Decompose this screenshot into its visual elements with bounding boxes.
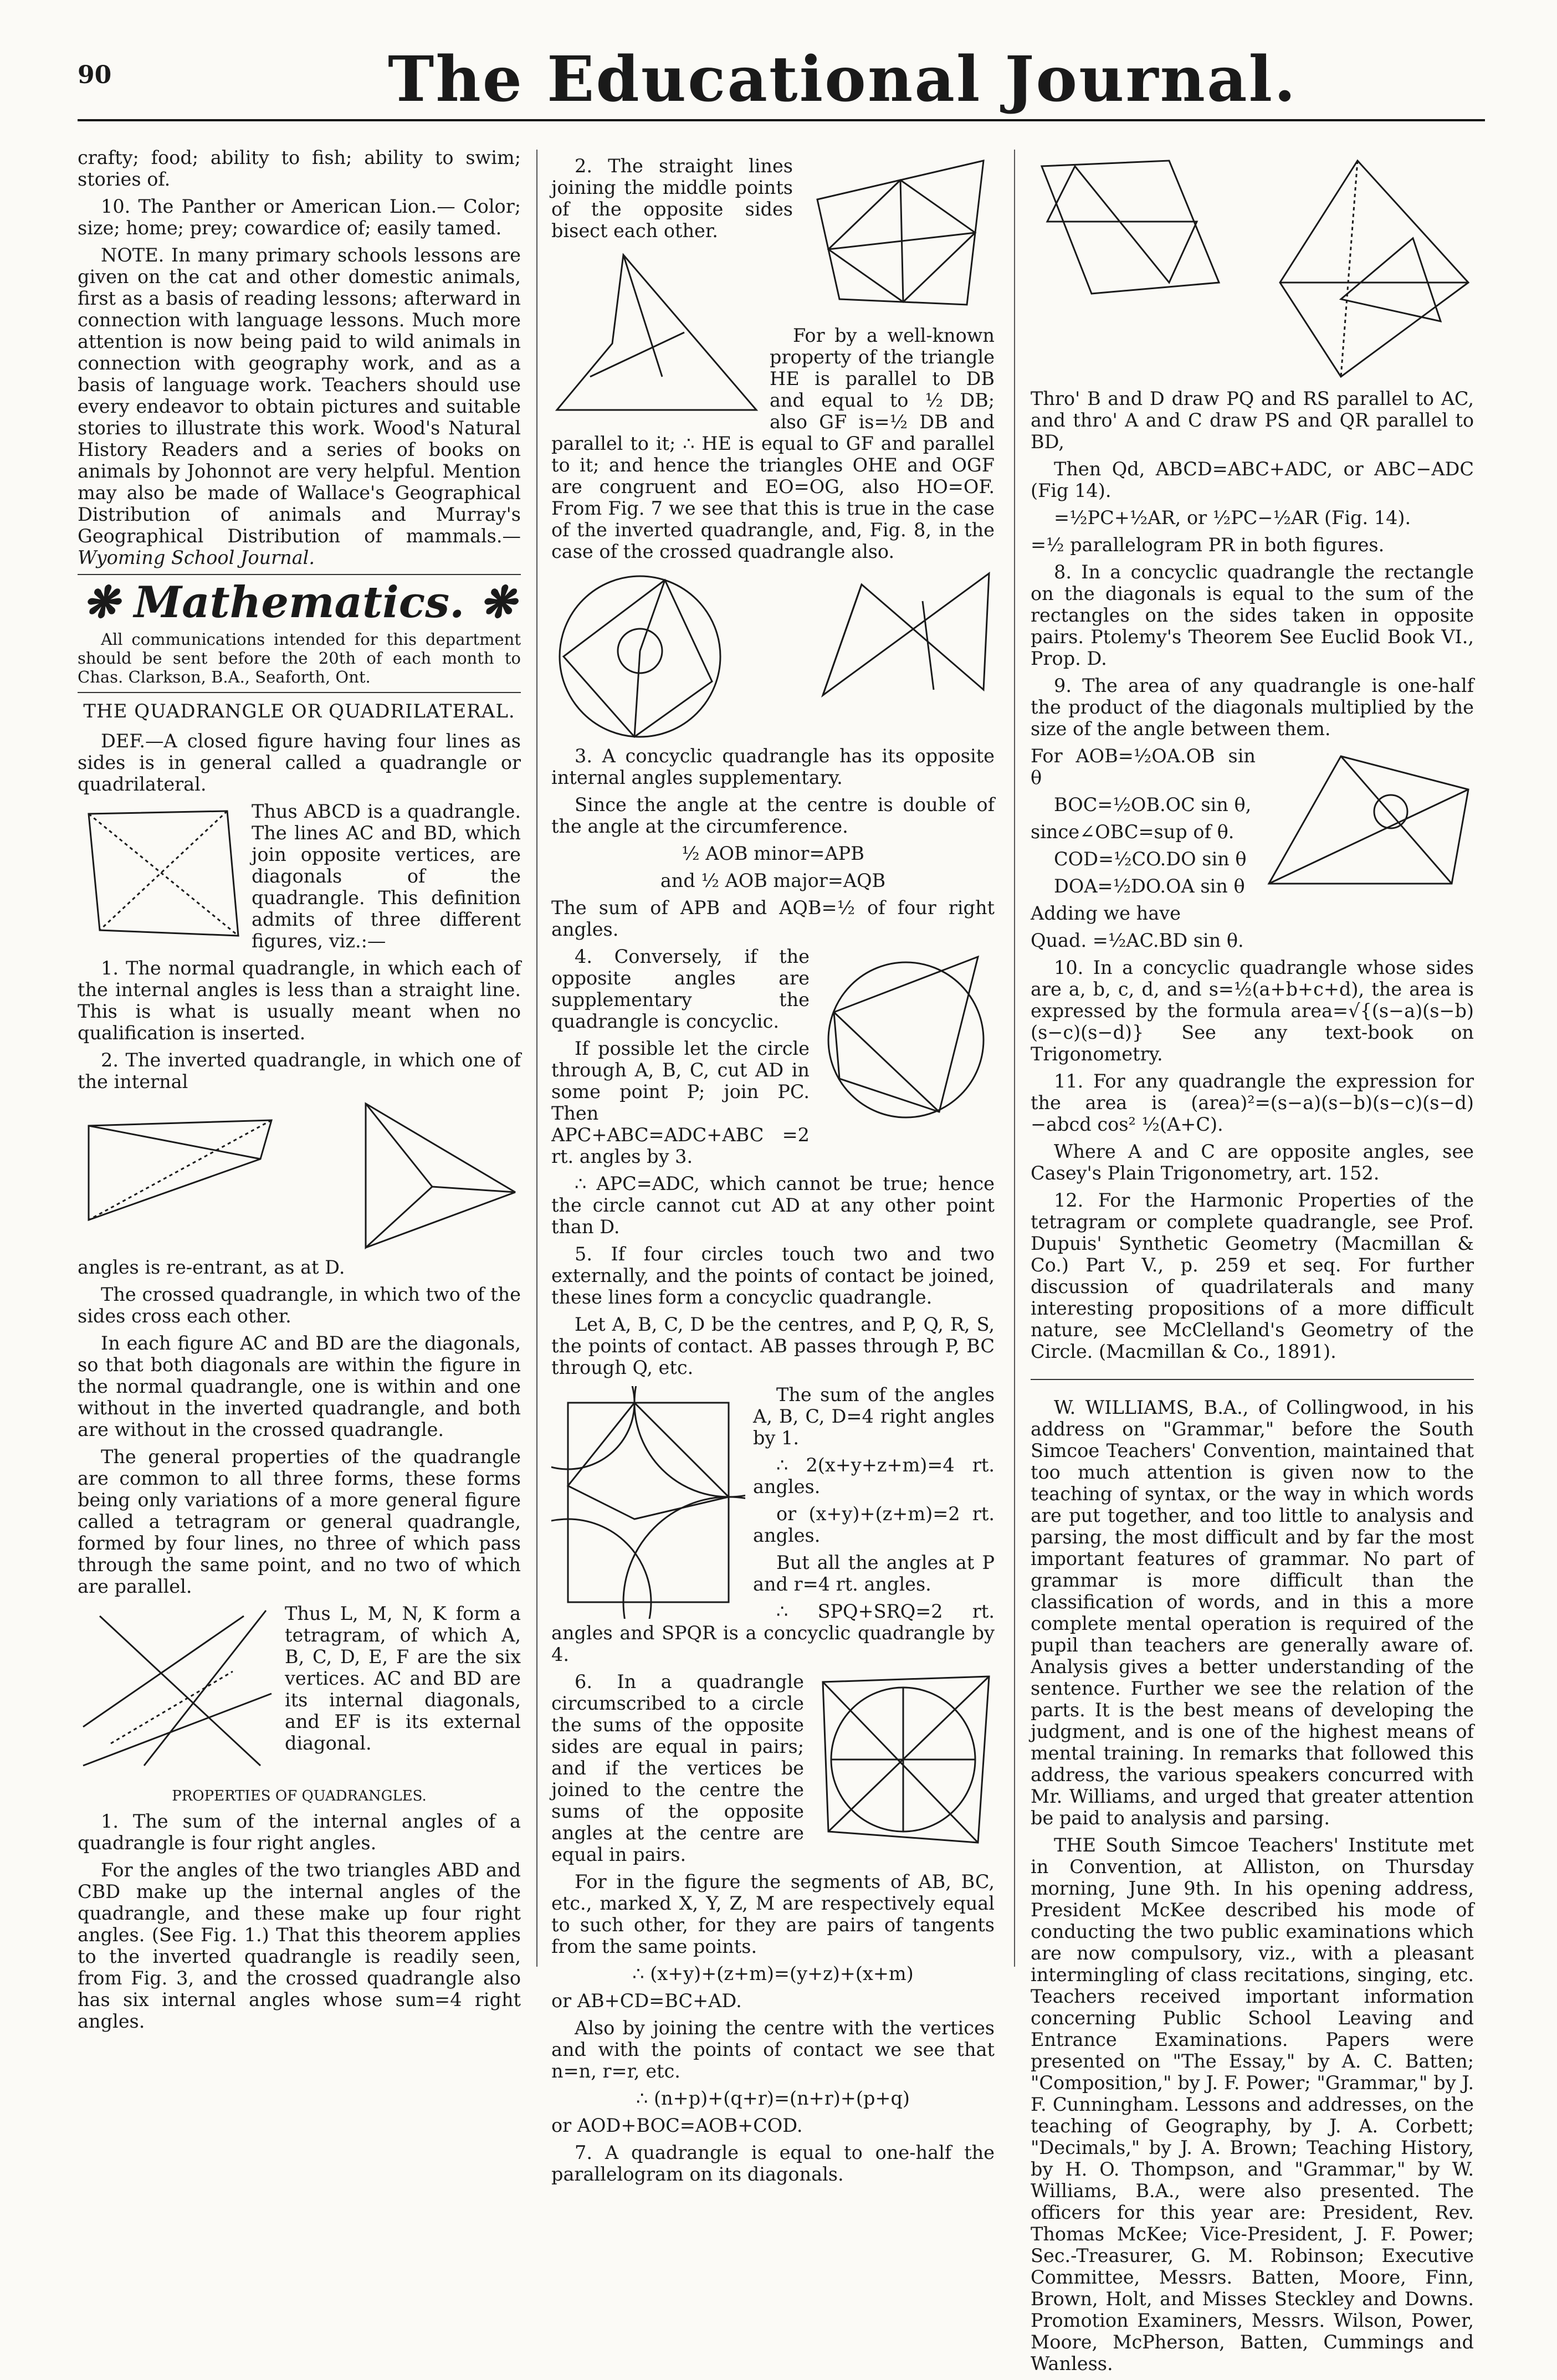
divider: [1031, 1379, 1474, 1380]
formula: since∠OBC=sup of θ.: [1031, 821, 1235, 843]
equation: =½PC+½AR, or ½PC−½AR (Fig. 14).: [1054, 507, 1411, 529]
fig-parallelogram-14: [1274, 155, 1474, 388]
paragraph: 2. The inverted quadrangle, in which one of the internal: [78, 1049, 521, 1092]
paragraph: For the angles of the two triangles ABD and CBD make up the internal angles of the quadrangle, and these make up four right angles. (See Fig. 1.) That this theorem applies to the inverted quadrangle is readily seen, from Fig. 3, and the crossed quadrangle also has six internal angles whose sum=4 right angles.: [78, 1859, 521, 2032]
formula: DOA=½DO.OA sin θ: [1054, 875, 1245, 897]
paragraph: The sum of APB and AQB=½ of four right angles.: [551, 897, 995, 940]
paragraph: Thro' B and D draw PQ and RS parallel to AC, and thro' A and C draw PS and QR parallel to BD,: [1031, 388, 1474, 453]
paragraph: 1. The normal quadrangle, in which each of the internal angles is less than a straight line. This is what is usually meant when no qualification is inserted.: [78, 957, 521, 1044]
equation: and ½ AOB major=AQB: [660, 870, 886, 891]
paragraph: 8. In a concyclic quadrangle the rectangle on the diagonals is equal to the sum of the rectangles on the sides taken in opposite pairs. Ptolemy's Theorem See Euclid Book VI., Prop. D.: [1031, 561, 1474, 669]
fig-crossed-midpoints: [812, 568, 995, 701]
note-paragraph: [78, 244, 521, 568]
paragraph: If possible let the circle through A, B, C, cut AD in some point P; join PC. Then APC+ABC=ADC+ABC =2 rt. angles by 3.: [551, 1038, 810, 1167]
news-paragraph: W. WILLIAMS, B.A., of Collingwood, in his address on "Grammar," before the South Simcoe Teachers' Convention, maintained that too much attention is given now to the teaching of syntax, or the way in which words are put together, and too little to analysis and parsing, the most difficult and by far the most important features of grammar. No part of grammar is more difficult than the classification of words, and in this a more complete mental operation is required of the pupil than teachers are generally aware of. Analysis gives a better understanding of the sentence. Further we see the relation of the parts. It is the best means of developing the judgment, and is one of the highest means of mental training. In remarks that followed this address, the various speakers concurred with Mr. Williams, and urged that greater attention be paid to analysis and parsing.: [1031, 1397, 1474, 1829]
divider: [78, 692, 521, 693]
fig-midpoints: [801, 155, 995, 321]
figure-row: [78, 1098, 521, 1253]
paragraph: ∴ 2(x+y+z+m)=4 rt. angles.: [753, 1454, 995, 1497]
paragraph: Thus L, M, N, K form a tetragram, of which A, B, C, D, E, F are the six vertices. AC and BD are its internal diagonals, and EF is its external diagonal.: [285, 1603, 521, 1754]
paragraph: Also by joining the centre with the vertices and with the points of contact we see that n=n, r=r, etc.: [551, 2017, 995, 2082]
paragraph: 7. A quadrangle is equal to one-half the parallelogram on its diagonals.: [551, 2142, 995, 2185]
column-3: [1031, 155, 1474, 2380]
divider: [78, 574, 521, 575]
column-divider-1: [536, 150, 537, 1967]
column-2: [551, 155, 995, 2191]
news-paragraph: THE South Simcoe Teachers' Institute met in Convention, at Alliston, on Thursday morning, June 9th. In his opening address, President McKee described his mode of conducting the two public examinations which are now compulsory, viz., with a pleasant intermingling of class recitations, singing, etc. Teachers received important information concerning Public School Leaving and Entrance Examinations. Papers were presented on "The Essay," by A. C. Batten; "Composition," by J. F. Power; "Grammar," by J. F. Cunningham. Lessons and addresses, on the teaching of Geography, by J. A. Corbett; "Decimals," by J. A. Brown; Teaching History, by H. O. Thompson, and "Grammar," by W. Williams, B.A., were also presented. The officers for this year are: President, Rev. Thomas McKee; Vice-President, J. F. Power; Sec.-Treasurer, G. M. Robinson; Executive Committee, Messrs. Batten, Moore, Finn, Brown, Holt, and Misses Steckley and Downs. Promotion Examiners, Messrs. Wilson, Power, Moore, McPherson, Batten, Cummings and Wanless.: [1031, 1834, 1474, 2374]
fig-crossed-quadrangle: [355, 1098, 521, 1253]
fig-circumscribed: [812, 1671, 995, 1848]
page-number: 90: [78, 61, 112, 89]
equation: ∴ (n+p)+(q+r)=(n+r)+(p+q): [636, 2087, 910, 2109]
paragraph: 6. In a quadrangle circumscribed to a circle the sums of the opposite sides are equal in pairs; and if the vertices be joined to the centre the sums of the opposite angles at the centre are equal in pairs.: [551, 1671, 804, 1865]
paragraph: ∴ APC=ADC, which cannot be true; hence the circle cannot cut AD at any other point than D.: [551, 1173, 995, 1238]
formula: COD=½CO.DO sin θ: [1054, 848, 1247, 870]
paragraph: 11. For any quadrangle the expression for the area is (area)²=(s−a)(s−b)(s−c)(s−d)−abcd cos² ½(A+C).: [1031, 1070, 1474, 1135]
equation: ½ AOB minor=APB: [682, 843, 864, 864]
paragraph: 3. A concyclic quadrangle has its opposite internal angles supplementary.: [551, 745, 995, 788]
paragraph: The general properties of the quadrangle are common to all three forms, these forms being only variations of a more general figure called a tetragram or general quadrangle, formed by four lines, no three of which pass through the same point, and no two of which are parallel.: [78, 1446, 521, 1597]
paragraph: Since the angle at the centre is double of the angle at the circumference.: [551, 794, 995, 837]
paragraph: 1. The sum of the internal angles of a quadrangle is four right angles.: [78, 1810, 521, 1854]
definition: DEF.—A closed figure having four lines as sides is in general called a quadrangle or quadrilateral.: [78, 730, 521, 795]
fig-tetragram: [78, 1605, 277, 1782]
fig-inverted-midpoints: [551, 249, 762, 416]
paragraph: 12. For the Harmonic Properties of the tetragram or complete quadrangle, see Prof. Dupuis' Synthetic Geometry (Macmillan & Co.) Part V., p. 259 et seq. For further discussion of quadrilaterals and many interesting propositions of a more difficult nature, see McClelland's Geometry of the Circle. (Macmillan & Co., 1891).: [1031, 1189, 1474, 1362]
paragraph: Then Qd, ABCD=ABC+ADC, or ABC−ADC (Fig 14).: [1031, 458, 1474, 501]
figure-row: [551, 568, 995, 745]
paragraph: or (x+y)+(z+m)=2 rt. angles.: [753, 1503, 995, 1546]
equation: or AB+CD=BC+AD.: [551, 1990, 742, 2012]
paragraph: 10. The Panther or American Lion.— Color; size; home; prey; cowardice of; easily tamed.: [78, 196, 521, 239]
paragraph: The crossed quadrangle, in which two of the sides cross each other.: [78, 1284, 521, 1327]
paragraph: In each figure AC and BD are the diagonals, so that both diagonals are within the figure in the normal quadrangle, one is within and one without in the inverted quadrangle, and both are without in the crossed quadrangle.: [78, 1332, 521, 1440]
formula: Quad. =½AC.BD sin θ.: [1031, 930, 1244, 951]
paragraph: For by a well-known property of the triangle HE is parallel to DB and equal to ½ DB; also GF is=½ DB and parallel to it; ∴ HE is equal to GF and parallel to it; and hence the triangles OHE and OGF are congruent and EO=OG, also HO=OF. From Fig. 7 we see that this is true in the case of the inverted quadrangle, and, Fig. 8, in the case of the crossed quadrangle also.: [551, 325, 995, 562]
paragraph: For in the figure the segments of AB, BC, etc., marked X, Y, Z, M are respectively equal to such other, for they are pairs of tangents from the same points.: [551, 1871, 995, 1957]
masthead-rule: [78, 119, 1485, 121]
paragraph: Let A, B, C, D be the centres, and P, Q, R, S, the points of contact. AB passes through P, BC through Q, etc.: [551, 1314, 995, 1378]
fig-diagonals-angle: [1263, 745, 1474, 889]
note-text: NOTE. In many primary schools lessons are given on the cat and other domestic animals, first as a basis of reading lessons; afterward in connection with language lessons. Much more attention is now being paid to wild animals in connection with geography work, and as a basis of language work. Teachers should use every endeavor to obtain pictures and suitable stories to illustrate this work. Wood's Natural History Readers and a series of books on animals by Johonnot are very helpful. Mention may also be made of Wallace's Geographical Distribution of animals and Murray's Geographical Distribution of mammals.—: [78, 244, 521, 547]
formula: For AOB=½OA.OB sin θ: [1031, 745, 1256, 788]
paragraph: 2. The straight lines joining the middle points of the opposite sides bisect each other.: [551, 155, 793, 242]
article-heading: THE QUADRANGLE OR QUADRILATERAL.: [83, 700, 515, 722]
fig-inverted-quadrangle: [78, 1098, 277, 1231]
paragraph: 5. If four circles touch two and two externally, and the points of contact be joined, these lines form a concyclic quadrangle.: [551, 1243, 995, 1308]
fig-four-circles: [551, 1386, 745, 1619]
figure-row: [1031, 155, 1474, 388]
paragraph: ∴ SPQ+SRQ=2 rt. angles and SPQR is a concyclic quadrangle by 4.: [551, 1601, 995, 1665]
fig-parallelogram-13: [1031, 155, 1230, 299]
formula: Adding we have: [1031, 902, 1181, 924]
paragraph: Where A and C are opposite angles, see Casey's Plain Trigonometry, art. 152.: [1031, 1141, 1474, 1184]
fig-normal-quadrangle: [78, 803, 244, 947]
column-1: [78, 147, 521, 2038]
equation: =½ parallelogram PR in both figures.: [1031, 534, 1385, 556]
fig-converse-circle: [817, 946, 995, 1123]
notice: All communications intended for this department should be sent before the 20th of each month to Chas. Clarkson, B.A., Seaforth, Ont.: [78, 630, 521, 686]
paragraph: crafty; food; ability to fish; ability to swim; stories of.: [78, 147, 521, 190]
masthead: The Educational Journal.: [388, 43, 1298, 116]
equation: or AOD+BOC=AOB+COD.: [551, 2115, 803, 2136]
paragraph: Thus ABCD is a quadrangle. The lines AC and BD, which join opposite vertices, are diagonals of the quadrangle. This definition admits of three different figures, viz.:—: [252, 801, 521, 952]
equation: ∴ (x+y)+(z+m)=(y+z)+(x+m): [632, 1963, 914, 1984]
section-title: ❋ Mathematics. ❋: [83, 577, 516, 628]
column-divider-2: [1014, 150, 1015, 1967]
paragraph: angles is re-entrant, as at D.: [78, 1256, 345, 1278]
properties-heading: PROPERTIES OF QUADRANGLES.: [172, 1788, 427, 1804]
formula: BOC=½OB.OC sin θ,: [1054, 794, 1252, 815]
paragraph: But all the angles at P and r=4 rt. angles.: [753, 1552, 995, 1595]
paragraph: 10. In a concyclic quadrangle whose sides are a, b, c, d, and s=½(a+b+c+d), the area is expressed by the formula area=√{(s−a)(s−b)(s−c)(s−d)} See any text-book on Trigonometry.: [1031, 957, 1474, 1065]
paragraph: 4. Conversely, if the opposite angles are supplementary the quadrangle is concyclic.: [551, 946, 810, 1032]
paragraph: 9. The area of any quadrangle is one-half the product of the diagonals multiplied by the size of the angle between them.: [1031, 675, 1474, 740]
paragraph: The sum of the angles A, B, C, D=4 right angles by 1.: [753, 1384, 995, 1449]
source-credit: Wyoming School Journal.: [78, 547, 315, 568]
fig-concyclic-circle: [551, 568, 734, 745]
